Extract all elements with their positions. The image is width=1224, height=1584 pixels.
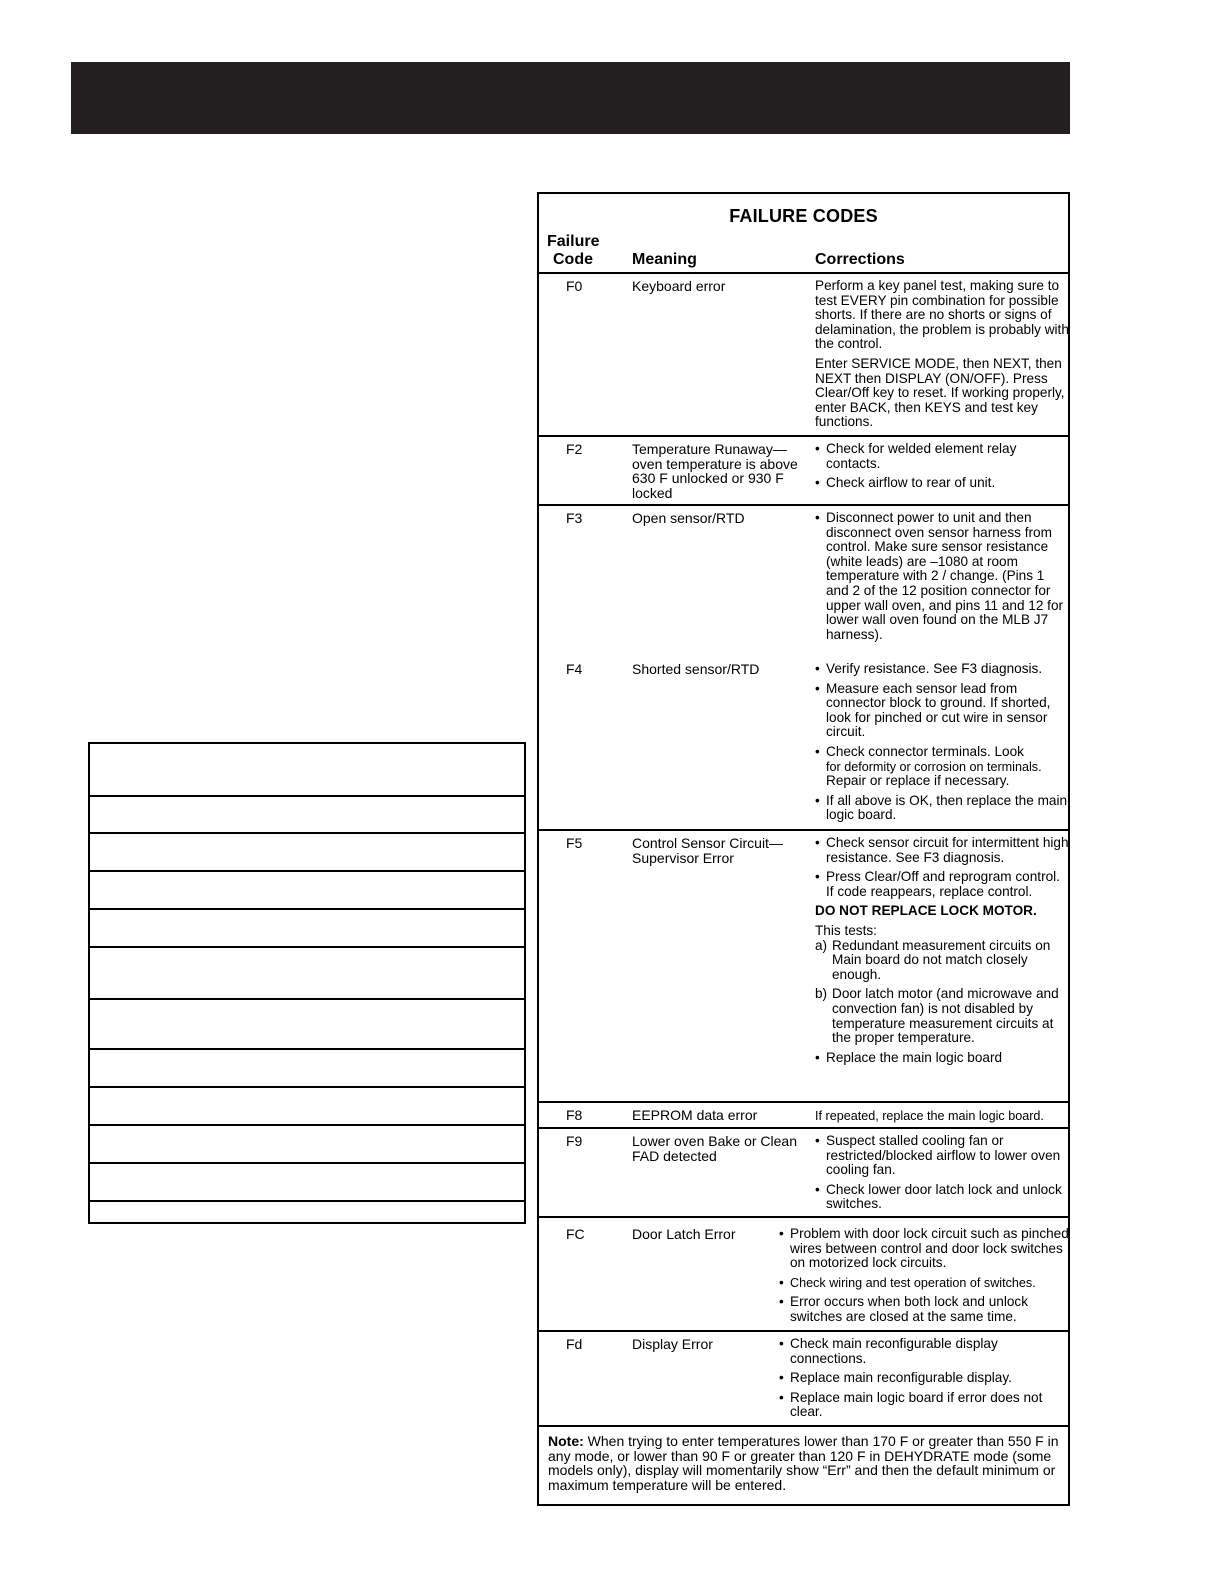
code-cell: F8 [566,1107,583,1123]
table-row-divider [90,1124,524,1126]
bullet-item: • Replace main logic board if error does not clear. [779,1389,1043,1420]
failure-codes-table [537,192,1070,1506]
row-divider [539,1330,1068,1332]
row-divider [539,1425,1068,1427]
correction-text: Error occurs when both lock and unlock switches are closed at the same time. [790,1294,1029,1324]
warning-text: DO NOT REPLACE LOCK MOTOR. [815,903,1037,919]
correction-text: Perform a key panel test, making sure to test EVERY pin combination for possible shorts. If there are no shorts or signs of delamination, the problem is probably with the control. [815,278,1069,352]
bullet-item: • Check airflow to rear of unit. [815,475,996,491]
meaning-cell: Open sensor/RTD [632,510,745,526]
code-cell: Fd [566,1336,583,1352]
meaning-cell: Display Error [632,1336,713,1352]
row-divider [539,829,1068,831]
table-row-divider [90,946,524,948]
meaning-cell: Temperature Runaway— oven temperature is above 630 F unlocked or 930 F locked [632,441,798,501]
corrections-cell [815,442,1069,496]
bullet-item: • Verify resistance. See F3 diagnosis. [815,661,1043,676]
sub-item [815,939,1069,983]
table-row-divider [90,870,524,872]
meaning-cell: Shorted sensor/RTD [632,661,760,677]
bullet-item: • Replace main reconfigurable display. [779,1370,1012,1386]
correction-text: Disconnect power to unit and then disconnect oven sensor harness from control. Make sure sensor resistance (white leads) are –1080 at room temperature with 2 / change. (Pins 1 and 2 of the 12 position connector for upper wall oven, and pins 11 and 12 for lower wall oven found on the MLB J7 harness). [826,510,1064,642]
note-text: When trying to enter temperatures lower than 170 F or greater than 550 F in any mode, or lower than 90 F or greater than 120 F in DEHYDRATE mode (some models only), display will momentarily show “Err” and then the default minimum or maximum temperature will be entered. [548,1433,1059,1493]
table-row-divider [90,908,524,910]
bullet-item: • Press Clear/Off and reprogram control. If code reappears, replace control. [815,869,1060,899]
bullet-item: • Check sensor circuit for intermittent high resistance. See F3 diagnosis. [815,835,1069,865]
correction-text: If all above is OK, then replace the main logic board. [826,792,1068,823]
code-cell: F5 [566,835,583,851]
corrections-cell [815,1134,1069,1217]
correction-text: Check for welded element relay contacts. [826,441,1017,471]
correction-text: Enter SERVICE MODE, then NEXT, then NEXT then DISPLAY (ON/OFF). Press Clear/Off key to reset. If working properly, enter BACK, then KEYS and test key functions. [815,355,1065,430]
sub-label: a) [815,937,828,953]
table-row-divider [90,1086,524,1088]
correction-text: Replace main logic board if error does not clear. [790,1389,1043,1420]
sub-label: b) [815,986,828,1002]
corrections-cell [779,1227,1069,1330]
empty-table [88,742,526,1224]
bullet-item: • Error occurs when both lock and unlock switches are closed at the same time. [779,1294,1029,1324]
header-bar [71,62,1070,134]
meaning-cell: Door Latch Error [632,1226,736,1242]
correction-text: Check main reconfigurable display connections. [790,1336,998,1366]
bullet-item: • Check lower door latch lock and unlock switches. [815,1181,1062,1212]
correction-text: This tests: [815,922,877,938]
sub-item [815,987,1069,1045]
code-cell: F2 [566,441,583,457]
correction-text: Replace the main logic board [826,1049,1003,1065]
table-title: FAILURE CODES [729,206,878,226]
table-row-divider [90,832,524,834]
correction-text: Problem with door lock circuit such as pinched wires between control and door lock switches on motorized lock circuits. [790,1226,1069,1271]
table-row-divider [90,795,524,797]
correction-text: Check airflow to rear of unit. [826,475,996,491]
correction-text: for deformity or corrosion on terminals. [826,759,1042,774]
correction-text: Check lower door latch lock and unlock switches. [826,1181,1062,1212]
row-divider [539,1216,1068,1218]
table-row-divider [90,1162,524,1164]
correction-text: Press Clear/Off and reprogram control. If code reappears, replace control. [826,869,1060,899]
row-divider [539,504,1068,506]
corrections-cell [815,836,1069,1070]
meaning-cell: Keyboard error [632,278,726,294]
code-cell: F4 [566,661,583,677]
bullet-item: • If all above is OK, then replace the main logic board. [815,792,1068,823]
corrections-cell [815,662,1069,828]
col-header-corrections: Corrections [815,251,905,268]
bullet-item: • Check for welded element relay contacts. [815,441,1017,471]
bullet-item: • Problem with door lock circuit such as pinched wires between control and door lock switches on motorized lock circuits. [779,1226,1069,1271]
table-row-divider [90,1200,524,1202]
table-note [548,1434,1062,1492]
correction-text: Check wiring and test operation of switches. [790,1275,1036,1290]
code-cell: F0 [566,278,583,294]
correction-text: Check sensor circuit for intermittent high resistance. See F3 diagnosis. [826,835,1069,865]
meaning-cell: Lower oven Bake or Clean FAD detected [632,1133,797,1164]
bullet-item: • Check wiring and test operation of switches. [779,1274,1036,1290]
correction-text: Suspect stalled cooling fan or restricted/blocked airflow to lower oven cooling fan. [826,1133,1061,1178]
bullet-item: • Disconnect power to unit and then disconnect oven sensor harness from control. Make sure sensor resistance (white leads) are –1080 at room temperature with 2 / change. (Pins 1 and 2 of the 12 position connector for upper wall oven, and pins 11 and 12 for lower wall oven found on the MLB J7 harness). [815,510,1064,642]
table-row-divider [90,998,524,1000]
row-divider [539,1101,1068,1103]
correction-text: Verify resistance. See F3 diagnosis. [826,661,1043,676]
table-row-divider [90,1048,524,1050]
note-label: Note: [548,1433,584,1449]
col-header-code-1: Failure [547,233,600,250]
corrections-cell [815,511,1069,647]
col-header-code-2: Code [553,251,593,268]
corrections-cell: If repeated, replace the main logic board. [815,1109,1044,1123]
bullet-item: • Suspect stalled cooling fan or restricted/blocked airflow to lower oven cooling fan. [815,1133,1061,1178]
bullet-item: • Replace the main logic board [815,1049,1003,1065]
correction-text: Door latch motor (and microwave and convection fan) is not disabled by temperature measurement circuits at the proper temperature. [832,986,1059,1046]
correction-text: Repair or replace if necessary. [826,773,1010,789]
corrections-cell [779,1337,1069,1425]
bullet-item: • Measure each sensor lead from connector block to ground. If shorted, look for pinched or cut wire in sensor circuit. [815,680,1051,740]
correction-text: Redundant measurement circuits on Main board do not match closely enough. [832,937,1051,982]
code-cell: F3 [566,510,583,526]
header-divider [539,272,1068,274]
correction-text: Replace main reconfigurable display. [790,1370,1012,1386]
correction-text: Check connector terminals. Look [826,743,1024,759]
meaning-cell: EEPROM data error [632,1107,758,1123]
meaning-cell: Control Sensor Circuit— Supervisor Error [632,835,783,866]
bullet-item: • Check connector terminals. Look for deformity or corrosion on terminals. Repair or replace if necessary. [815,743,1042,789]
row-divider [539,435,1068,437]
code-cell: F9 [566,1133,583,1149]
code-cell: FC [566,1226,585,1242]
row-divider [539,1127,1068,1129]
corrections-cell [815,279,1069,435]
bullet-item: • Check main reconfigurable display connections. [779,1336,998,1366]
col-header-meaning: Meaning [632,251,697,268]
correction-text: Measure each sensor lead from connector block to ground. If shorted, look for pinched or cut wire in sensor circuit. [826,680,1051,740]
